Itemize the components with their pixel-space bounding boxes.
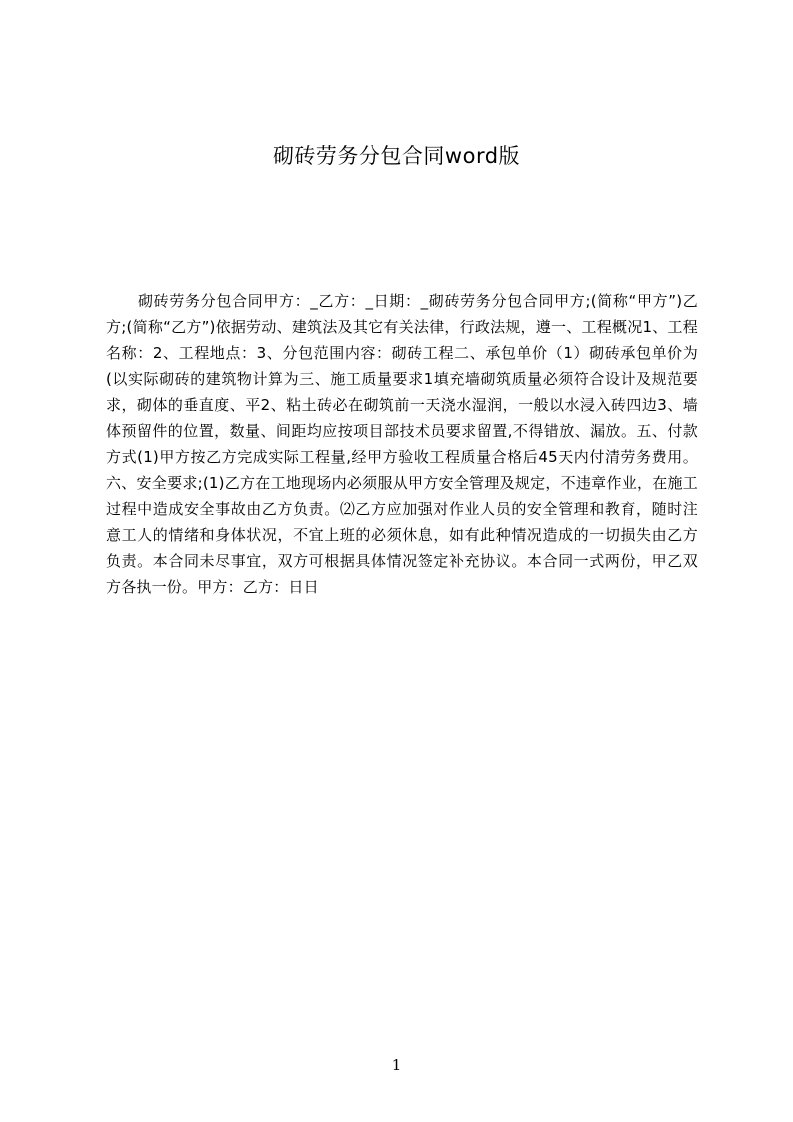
contract-body-text: 砌砖劳务分包合同甲方：_乙方：_日期：_砌砖劳务分包合同甲方;(简称“甲方”)乙方;(简称“乙方”)依据劳动、建筑法及其它有关法律，行政法规，遵一、工程概况1、工程名称：2、工程地点：3、分包范围内容：砌砖工程二、承包单价（1）砌砖承包单价为(以实际砌砖的建筑物计算为三、施工质量要求1填充墙砌筑质量必须符合设计及规范要求，砌体的垂直度、平2、粘土砖必在砌筑前一天浇水湿润，一般以水浸入砖四边3、墙体预留件的位置，数量、间距均应按项目部技术员要求留置,不得错放、漏放。五、付款方式(1)甲方按乙方完成实际工程量,经甲方验收工程质量合格后45天内付清劳务费用。六、安全要求;(1)乙方在工地现场内必须服从甲方安全管理及规定，不违章作业，在施工过程中造成安全事故由乙方负责。⑵乙方应加强对作业人员的安全管理和教育，随时注意工人的情绪和身体状况，不宜上班的必须休息，如有此种情况造成的一切损失由乙方负责。本合同未尽事宜，双方可根据具体情况签定补充协议。本合同一式两份，甲乙双方各执一份。甲方：乙方：日日 (106, 292, 698, 596)
document-title: 砌砖劳务分包合同word版 (272, 144, 521, 168)
page-number: 1 (391, 1056, 402, 1074)
